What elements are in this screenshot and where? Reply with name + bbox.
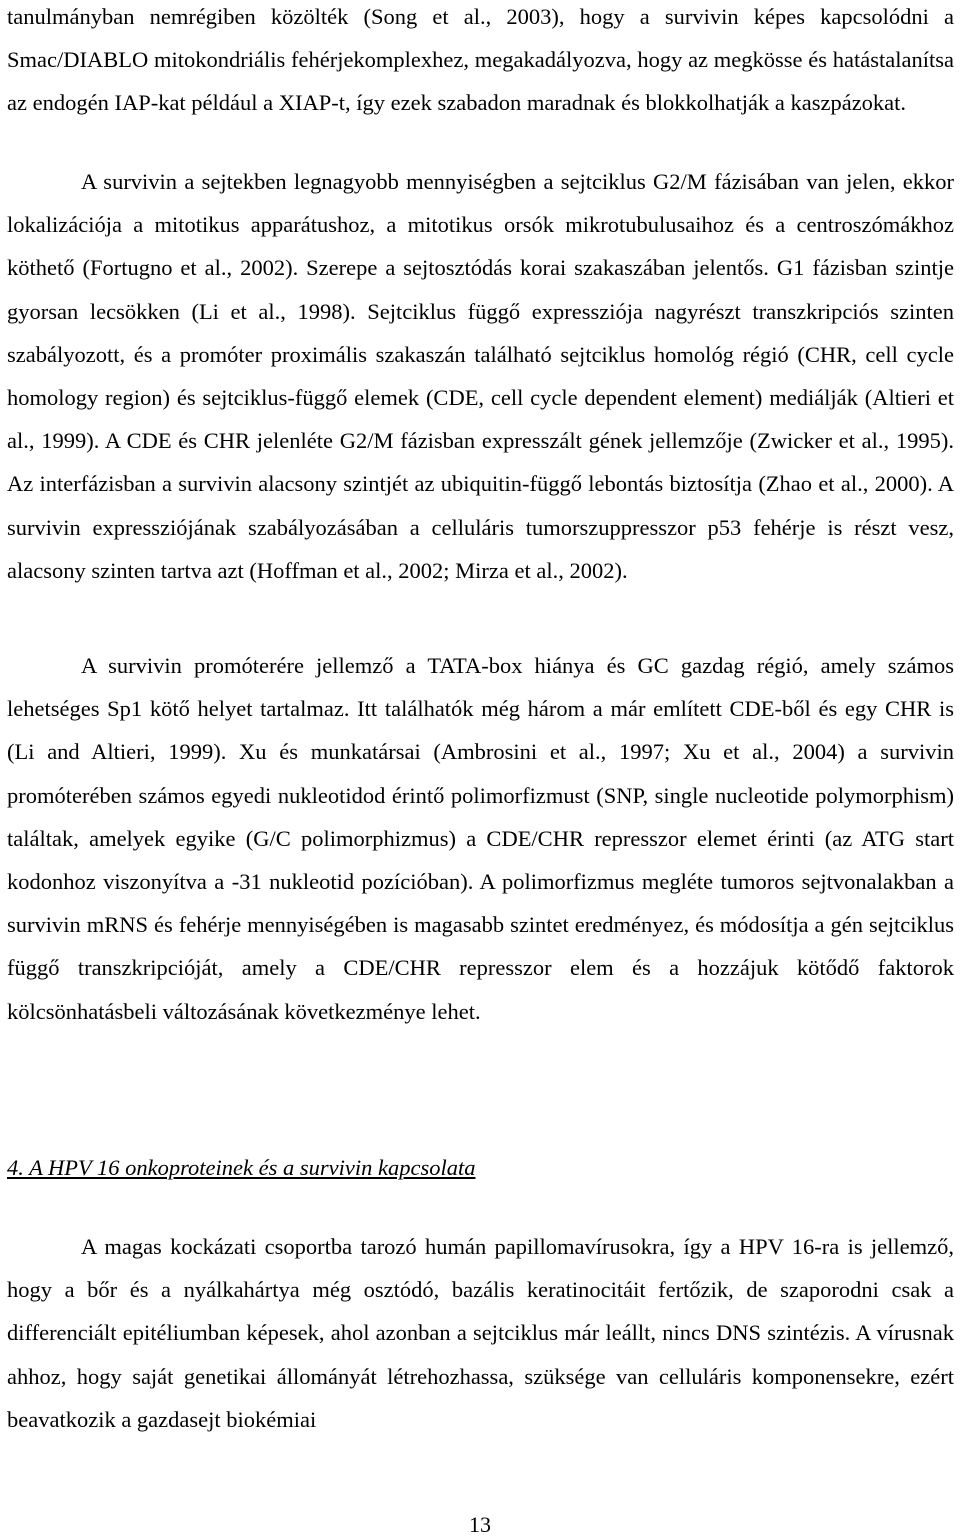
paragraph-2: A survivin a sejtekben legnagyobb mennyiségben a sejtciklus G2/M fázisában van jelen, ekkor lokalizációja a mitotikus apparátushoz, a mitotikus orsók mikrotubulusaihoz és a centroszómákhoz köthető (Fortugno et al., 2002). Szerepe a sejtosztódás korai szakaszában jelentős. G1 fázisban szintje gyorsan lecsökken (Li et al., 1998). Sejtciklus függő expressziója nagyrészt transzkripciós szinten szabályozott, és a promóter proximális szakaszán található sejtciklus homológ régió (CHR, cell cycle homology region) és sejtciklus-függő elemek (CDE, cell cycle dependent element) mediálják (Altieri et al., 1999). A CDE és CHR jelenléte G2/M fázisban expresszált gének jellemzője (Zwicker et al., 1995). Az interfázisban a survivin alacsony szintjét az ubiquitin-függő lebontás biztosítja (Zhao et al., 2000). A survivin expressziójának szabályozásában a celluláris tumorszuppresszor p53 fehérje is részt vesz, alacsony szinten tartva azt (Hoffman et al., 2002; Mirza et al., 2002).: [7, 169, 954, 583]
paragraph-3: A survivin promóterére jellemző a TATA-box hiánya és GC gazdag régió, amely számos lehetséges Sp1 kötő helyet tartalmaz. Itt találhatók még három a már említett CDE-ből és egy CHR is (Li and Altieri, 1999). Xu és munkatársai (Ambrosini et al., 1997; Xu et al., 2004) a survivin promóterében számos egyedi nukleotidod érintő polimorfizmust (SNP, single nucleotide polymorphism) találtak, amelyek egyike (G/C polimorphizmus) a CDE/CHR represszor elemet érinti (az ATG start kodonhoz viszonyítva a -31 nukleotid pozícióban). A polimorfizmus megléte tumoros sejtvonalakban a survivin mRNS és fehérje mennyiségében is magasabb szintet eredményez, és módosítja a gén sejtciklus függő transzkripcióját, amely a CDE/CHR represszor elem és a hozzájuk kötődő faktorok kölcsönhatásbeli változásának következménye lehet.: [7, 653, 954, 1024]
paragraph-1: tanulmányban nemrégiben közölték (Song et al., 2003), hogy a survivin képes kapcsolódni a Smac/DIABLO mitokondriális fehérjekomplexhez, megakadályozva, hogy az megkösse és hatástalanítsa az endogén IAP-kat például a XIAP-t, így ezek szabadon maradnak és blokkolhatják a kaszpázokat.: [7, 4, 954, 116]
section-paragraph: A magas kockázati csoportba tarozó humán papillomavírusokra, így a HPV 16-ra is jellemző, hogy a bőr és a nyálkahártya még osztódó, bazális keratinocitáit fertőzik, de szaporodni csak a differenciált epitéliumban képesek, ahol azonban a sejtciklus már leállt, nincs DNS szintézis. A vírusnak ahhoz, hogy saját genetikai állományát létrehozhassa, szüksége van celluláris komponensekre, ezért beavatkozik a gazdasejt biokémiai: [7, 1234, 954, 1432]
section-heading: 4. A HPV 16 onkoproteinek és a survivin kapcsolata: [7, 1155, 476, 1180]
page-number: 13: [469, 1512, 491, 1537]
